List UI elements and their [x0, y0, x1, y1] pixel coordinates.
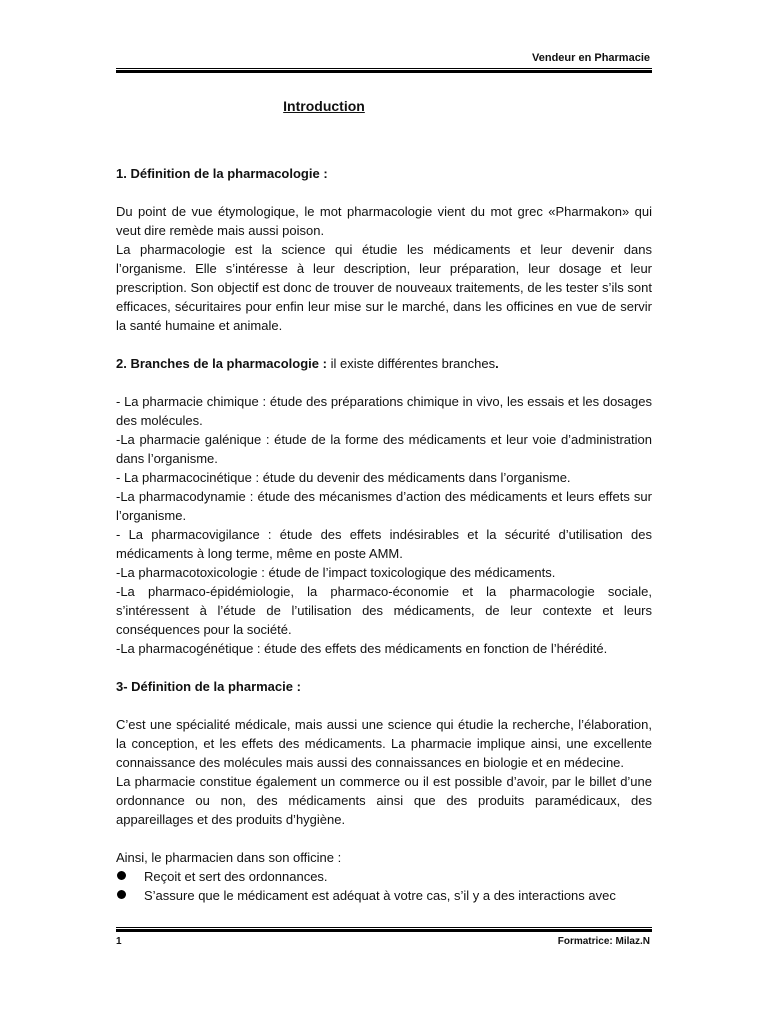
section1-paragraph: La pharmacologie est la science qui étudie les médicaments et leur devenir dans l’organisme. Elle s’intéresse à leur description, leur préparation, leur dosage et leur prescription. Son objectif est donc de trouver de nouveaux traitements, de les tester s’ils sont efficaces, sécuritaires pour enfin leur mise sur le marché, dans les officines en vue de servir la santé humaine et animale. [116, 242, 652, 333]
page-number: 1 [116, 936, 122, 947]
footer-author: Formatrice: Milaz.N [557, 936, 650, 947]
branch-item: - La pharmacocinétique : étude du devenir des médicaments dans l’organisme. [116, 470, 571, 485]
header-rule [116, 68, 652, 73]
section1-heading: 1. Définition de la pharmacologie : [116, 166, 328, 181]
section2-heading-tail: il existe différentes branches [326, 356, 496, 371]
section3-intro: Ainsi, le pharmacien dans son officine : [116, 850, 342, 865]
bullet-icon [117, 890, 126, 899]
section1-paragraph: Du point de vue étymologique, le mot pharmacologie vient du mot grec «Pharmakon» qui veut dire remède mais aussi poison. [116, 204, 652, 238]
branch-item: - La pharmacie chimique : étude des préparations chimique in vivo, les essais et les dosages des molécules. [116, 394, 652, 428]
branch-item: -La pharmacogénétique : étude des effets des médicaments en fonction de l’hérédité. [116, 641, 608, 656]
branch-item: -La pharmacodynamie : étude des mécanismes d’action des médicaments et leurs effets sur l’organisme. [116, 489, 652, 523]
bullet-text: S’assure que le médicament est adéquat à votre cas, s’il y a des interactions avec [144, 888, 616, 903]
section2-heading-bold: 2. Branches de la pharmacologie : [116, 356, 327, 371]
branch-item: - La pharmacovigilance : étude des effets indésirables et la sécurité d’utilisation des médicaments à long terme, même en poste AMM. [116, 527, 652, 561]
footer-rule [116, 927, 652, 932]
section3-paragraph: C’est une spécialité médicale, mais aussi une science qui étudie la recherche, l’élaboration, la conception, et les effets des médicaments. La pharmacie implique ainsi, une excellente connaissance des molécules mais aussi des connaissances en biologie et en médecine. [116, 717, 652, 770]
branch-item: -La pharmacie galénique : étude de la forme des médicaments et leur voie d’administration dans l’organisme. [116, 432, 652, 466]
branch-item: -La pharmaco-épidémiologie, la pharmaco-économie et la pharmacologie sociale, s’intéressent à l’étude de l’utilisation des médicaments, de leur contexte et leurs conséquences pour la société. [116, 584, 652, 637]
document-title-text: Introduction [283, 98, 365, 114]
bullet-text: Reçoit et sert des ordonnances. [144, 869, 328, 884]
header-title: Vendeur en Pharmacie [532, 52, 650, 64]
bullet-item [116, 886, 652, 905]
section3-paragraph: La pharmacie constitue également un commerce ou il est possible d’avoir, par le billet d’une ordonnance ou non, des médicaments ainsi que des produits paramédicaux, des appareillages et des produits d’hygiène. [116, 774, 652, 827]
branch-item: -La pharmacotoxicologie : étude de l’impact toxicologique des médicaments. [116, 565, 556, 580]
bullet-item [116, 867, 652, 886]
document-title [0, 98, 652, 114]
section2-heading-end: . [495, 356, 499, 371]
document-body [116, 164, 652, 905]
bullet-icon [117, 871, 126, 880]
section2-heading [116, 354, 652, 373]
section3-heading: 3- Définition de la pharmacie : [116, 679, 301, 694]
